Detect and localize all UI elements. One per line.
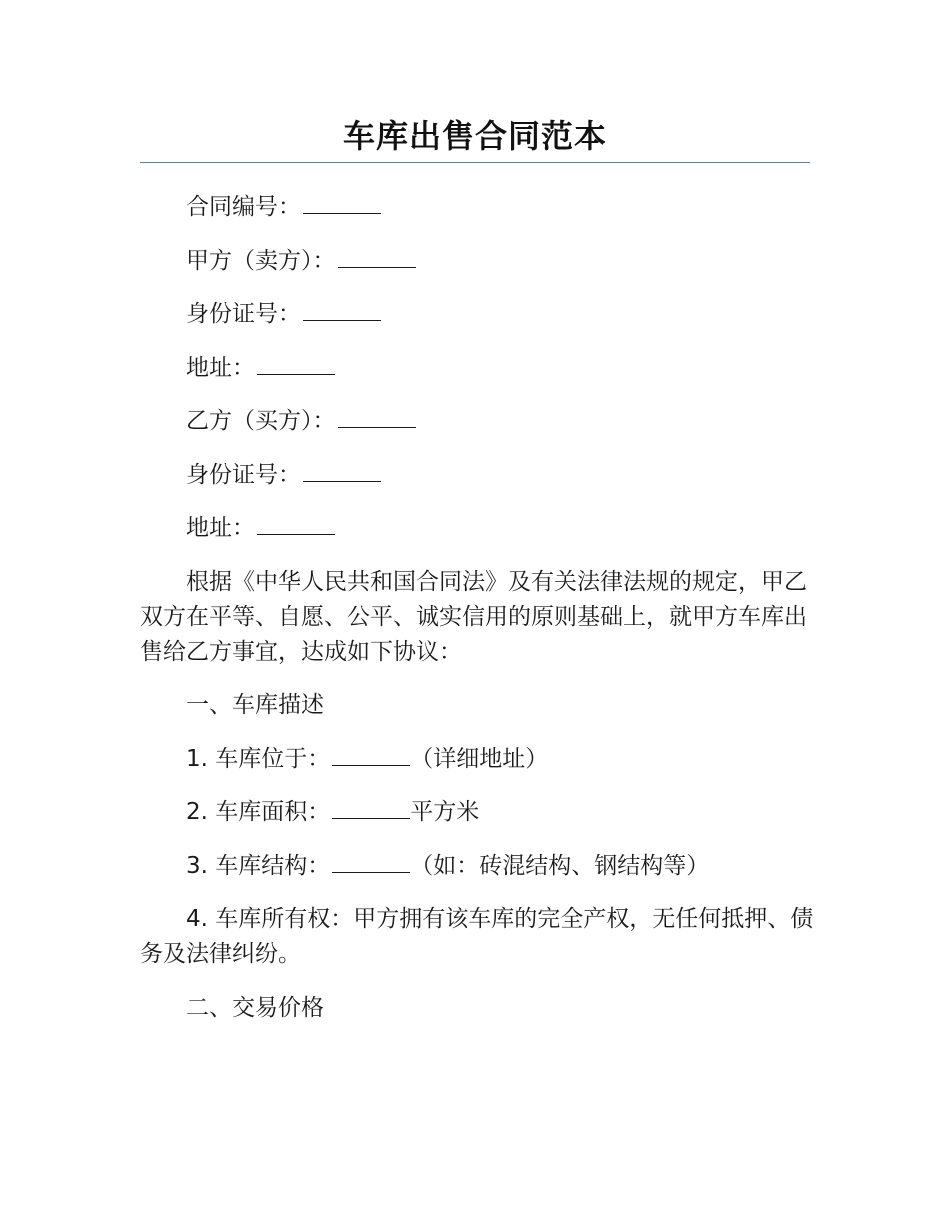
field-party-b-address bbox=[140, 511, 820, 546]
item-ownership: 4. 车库所有权：甲方拥有该车库的完全产权，无任何抵押、债务及法律纠纷。 bbox=[140, 906, 814, 967]
field-label: 乙方（买方）： bbox=[186, 408, 336, 434]
fill-blank bbox=[338, 405, 416, 428]
field-party-b bbox=[140, 404, 820, 439]
fill-blank bbox=[332, 743, 410, 766]
section-heading-description: 一、车库描述 bbox=[186, 692, 324, 718]
fill-blank bbox=[332, 850, 410, 873]
fill-blank bbox=[303, 191, 381, 214]
item-structure bbox=[140, 849, 820, 884]
item-area bbox=[140, 795, 820, 830]
field-party-a-address bbox=[140, 351, 820, 386]
section-heading-price: 二、交易价格 bbox=[186, 994, 324, 1021]
fill-blank bbox=[338, 245, 416, 268]
field-label: 合同编号： bbox=[186, 194, 301, 220]
intro-paragraph: 根据《中华人民共和国合同法》及有关法律法规的规定，甲乙双方在平等、自愿、公平、诚实信用的原则基础上，就甲方车库出售给乙方事宜，达成如下协议： bbox=[140, 568, 807, 665]
field-contract-number bbox=[140, 190, 820, 225]
field-label: 地址： bbox=[186, 515, 255, 541]
document-title: 车库出售合同范本 bbox=[342, 117, 607, 155]
fill-blank bbox=[332, 796, 410, 819]
fill-blank bbox=[257, 352, 335, 375]
item-suffix: （详细地址） bbox=[410, 745, 549, 772]
field-label: 身份证号： bbox=[186, 461, 301, 488]
field-label: 地址： bbox=[186, 354, 255, 381]
fill-blank bbox=[303, 298, 381, 321]
fill-blank bbox=[257, 512, 335, 535]
field-party-a bbox=[140, 244, 820, 279]
document-body bbox=[140, 190, 820, 1044]
item-label: 1. 车库位于： bbox=[186, 745, 331, 772]
item-suffix: （如：砖混结构、钢结构等） bbox=[410, 852, 710, 879]
item-label: 2. 车库面积： bbox=[186, 799, 331, 825]
title-divider bbox=[140, 162, 810, 163]
item-label: 3. 车库结构： bbox=[186, 852, 331, 879]
item-suffix: 平方米 bbox=[410, 799, 480, 825]
fill-blank bbox=[303, 459, 381, 482]
item-location bbox=[140, 742, 820, 777]
field-party-b-id bbox=[140, 458, 820, 493]
field-label: 身份证号： bbox=[186, 301, 301, 327]
field-label: 甲方（卖方）： bbox=[186, 247, 336, 274]
field-party-a-id bbox=[140, 297, 820, 332]
